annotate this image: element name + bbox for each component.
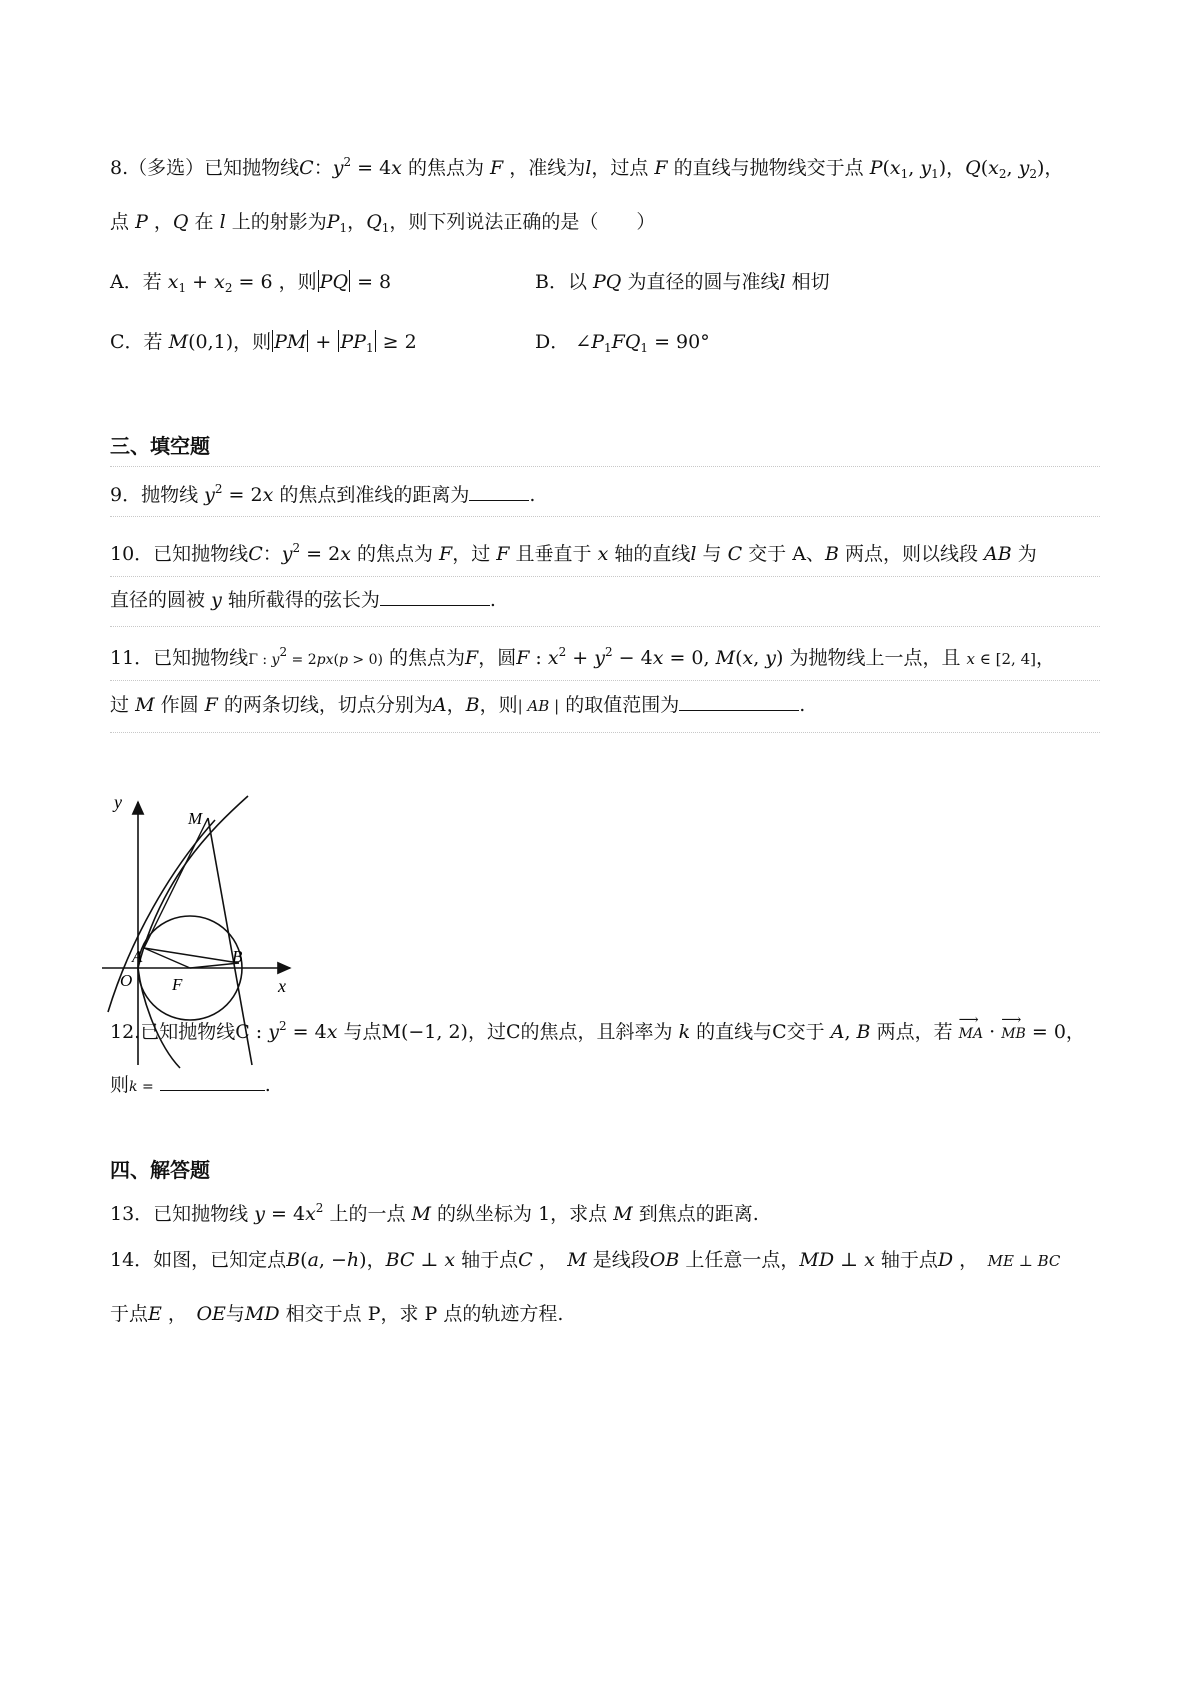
option-text: ，则 (233, 331, 272, 353)
q11-text: 的焦点为 (388, 647, 465, 669)
q10-text: 10．已知抛物线 (110, 543, 249, 565)
label-x: x (278, 976, 286, 996)
q10-text: 且垂直于 (515, 543, 592, 565)
q11-text: 为抛物线上一点，且 (789, 647, 961, 669)
q8-option-b: B．以 PQ 为直径的圆与准线l 相切 (535, 271, 830, 293)
q12-text: 则 (110, 1074, 130, 1096)
segment-ab (144, 948, 239, 963)
q9-text: 的焦点到准线的距离为 (279, 484, 470, 506)
q13-text: 13．已知抛物线 (110, 1203, 249, 1225)
q10-text: 与 (702, 543, 722, 565)
label-f: F (172, 975, 183, 994)
label-b: B (232, 947, 243, 966)
q13-text: 上的一点 (329, 1203, 406, 1225)
q12-text: 0， (1053, 1021, 1085, 1043)
label-m: M (188, 809, 203, 828)
q11-text: ，圆 (478, 647, 517, 669)
label-y: y (114, 792, 122, 812)
q14-text: 是线段 (592, 1249, 650, 1271)
q14-text: 轴于点 (880, 1249, 938, 1271)
q10-text: . (489, 589, 496, 611)
q9-text: 9．抛物线 (110, 484, 199, 506)
q14-line1: 14．如图，已知定点B(a, −h)，BC ⊥ x 轴于点C ， M 是线段OB 上任意一点，MD ⊥ x 轴于点D ， ME ⊥ BC (110, 1249, 1061, 1271)
q12-line2: 则k = . (110, 1070, 271, 1101)
q12-text: 12.已知抛物线C (110, 1021, 250, 1043)
q8-option-c: C．若 M(0,1)，则 PM + $PP_1 \ge 2$ (110, 331, 417, 355)
q12-text: 与点M (343, 1021, 401, 1043)
q12-text: 的直线与C交于 (696, 1021, 825, 1043)
q9: 9．抛物线 $y^2 = 2x$ 的焦点到准线的距离为 . (110, 482, 536, 506)
option-text: 为直径的圆与准线 (627, 271, 780, 293)
divider (110, 732, 1100, 733)
q8-text: 在 (194, 211, 214, 233)
q8-text: 上的射影为 (231, 211, 327, 233)
option-text: ，则 (278, 271, 317, 293)
q8-text: 点 (110, 211, 130, 233)
option-text: 相切 (791, 271, 830, 293)
q14-text: 上任意一点， (685, 1249, 800, 1271)
q10-text: 交于 (748, 543, 787, 565)
answer-blank[interactable] (469, 480, 529, 501)
option-label: B．以 (535, 271, 587, 293)
q10-text: 的焦点为 (356, 543, 433, 565)
q14-line2: 于点E ， OE与MD 相交于点 P，求 P 点的轨迹方程. (110, 1303, 564, 1325)
divider (110, 680, 1100, 681)
q12-line1: 12.已知抛物线C : $y^2 = 4x$ 与点M(−1, 2)，过C的焦点，且斜率为 k 的直线与C交于 A, B 两点，若 ⟶ MA · ⟶ MB = 0， (110, 1012, 1085, 1048)
q8-text: ，过点 (591, 157, 649, 179)
q11-text: 的两条切线，切点分别为 (223, 694, 433, 716)
segment-ma (144, 818, 208, 948)
divider (110, 466, 1100, 467)
option-label: C．若 (110, 331, 163, 353)
q12-text: 两点，若 (876, 1021, 953, 1043)
section-heading-solve: 四、解答题 (110, 1158, 210, 1182)
answer-blank[interactable] (160, 1070, 265, 1091)
q10-text: 两点，则以线段 (844, 543, 978, 565)
q11-text: 的取值范围为 (565, 694, 680, 716)
q8-line1: 8.（多选）已知抛物线C：$y^2 = 4x$ 的焦点为 F ，准线为l，过点 F 的直线与抛物线交于点 $P(x_1$, $y_1$)，$Q(x_2$, $y_2$)， (110, 155, 1064, 181)
q11-line1: 11．已知抛物线Γ : $y^2 = 2px(p > 0)$ 的焦点为F，圆F : $x^2 + y^2 - 4x = 0$, M(x, y) 为抛物线上一点，且 x ∈ [2, 4]， (110, 645, 1055, 669)
answer-blank[interactable] (679, 690, 799, 711)
q11-text: . (799, 694, 806, 716)
q10-text: 轴所截得的弦长为 (227, 589, 380, 611)
q8-line2: 点 P ，Q 在 l 上的射影为$P_1$，$Q_1$，则下列说法正确的是（ ） (110, 211, 656, 235)
q10-text: 为 (1017, 543, 1037, 565)
option-label: A．若 (110, 271, 162, 293)
q14-text: 于点 (110, 1303, 149, 1325)
q10-line2: 直径的圆被 y 轴所截得的弦长为 . (110, 585, 496, 614)
q13: 13．已知抛物线 $y = 4x^2$ 上的一点 M 的纵坐标为 1，求点 M 到焦点的距离. (110, 1201, 759, 1225)
q8-text: 8.（多选）已知抛物线 (110, 157, 300, 179)
q10-line1: 10．已知抛物线C：$y^2 = 2x$ 的焦点为 F，过 F 且垂直于 x 轴的直线l 与 C 交于 A、B 两点，则以线段 AB 为 (110, 541, 1037, 565)
q11-text: 作圆 (160, 694, 199, 716)
section-heading-fill-in: 三、填空题 (110, 434, 210, 458)
q10-text: ，过 (452, 543, 491, 565)
q8-text: ，则下列说法正确的是（ ） (389, 211, 656, 233)
q14-text: 14．如图，已知定点 (110, 1249, 287, 1271)
q13-text: 到焦点的距离. (638, 1203, 759, 1225)
q8-option-a: A．若 $x_1 + x_2 = 6$ ，则 PQ = 8 (110, 271, 392, 295)
q10-text: 直径的圆被 (110, 589, 206, 611)
q10-text: 轴的直线 (614, 543, 691, 565)
divider (110, 626, 1100, 627)
q14-text: 与 (225, 1303, 245, 1325)
q8-option-d: D． $\angle P_1FQ_1 = 90^\circ$ (535, 331, 710, 355)
q14-text: 轴于点 (461, 1249, 519, 1271)
label-a: A (132, 947, 143, 966)
q8-text: ，准线为 (509, 157, 586, 179)
q8-text: 的焦点为 (407, 157, 484, 179)
q8-text: 的直线与抛物线交于点 (673, 157, 864, 179)
q9-text: . (529, 484, 536, 506)
q11-text: ，则 (479, 694, 518, 716)
q14-text: 相交于点 P，求 P 点的轨迹方程. (285, 1303, 564, 1325)
q12-text: ，过C的焦点，且斜率为 (467, 1021, 673, 1043)
q11-text: 过 (110, 694, 130, 716)
q13-text: 的纵坐标为 1，求点 (437, 1203, 608, 1225)
divider (110, 576, 1100, 577)
q11-line2: 过 M 作圆 F 的两条切线，切点分别为A，B，则| AB | 的取值范围为 . (110, 690, 805, 720)
q11-text: 11．已知抛物线 (110, 647, 249, 669)
label-o: O (120, 971, 133, 990)
answer-blank[interactable] (380, 585, 490, 606)
divider (110, 516, 1100, 517)
option-label: D． (535, 331, 570, 353)
